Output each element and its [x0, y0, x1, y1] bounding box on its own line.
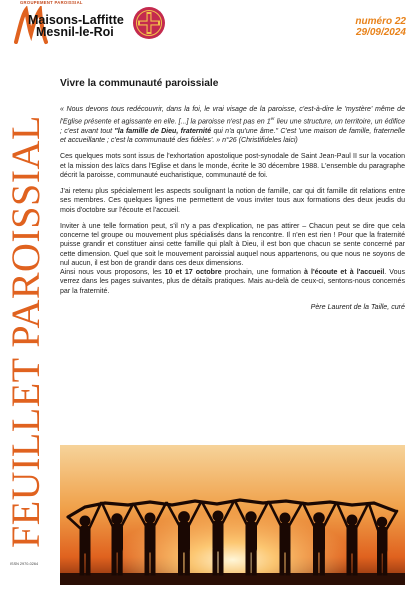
issue-date: 29/09/2024: [355, 27, 406, 38]
issue-number: numéro 22: [355, 16, 406, 27]
parish-names: [28, 14, 124, 38]
article-title: Vivre la communauté paroissiale: [60, 78, 219, 89]
quote-part-a: « Nous devons tous redécouvrir, dans la foi, le vrai visage de la paroisse, c'est-à-dire le 'mystère' même de l'Eglise présente et agissante en elle. [...] la paroisse n'est pas en 1: [60, 106, 405, 126]
quote-bold: "la famille de Dieu, fraternité: [114, 127, 212, 135]
p5-part-a: Ainsi nous vous proposons, les: [60, 269, 165, 277]
issn-number: ISSN 2970-0264: [10, 562, 39, 566]
quote-reference: (Christifideles laici): [238, 137, 298, 145]
paragraph-2: Ces quelques mots sont issus de l'exhortation apostolique post-synodale de Saint Jean-Paul II sur la vocation et la mission des laïcs dans l'Eglise et dans le monde, écrite le 30 décembre 1988. L'ensemble du paragraphe décrit la paroisse, communauté eucharistique, communauté de foi.: [60, 153, 405, 179]
quote-superscript: er: [270, 116, 275, 122]
vertical-banner-title: FEUILLET PAROISSIAL: [3, 115, 48, 548]
p5-dates: 10 et 17 octobre: [164, 269, 222, 277]
p5-part-c: . Vous verrez dans les pages suivantes, plus de détails pratiques. Mais au-delà de ceux-ci, sentons-nous concernés par la fraternité.: [60, 269, 405, 295]
opening-quote: [60, 105, 405, 145]
quote-part-b: lieu une structure, un territoire, un édifice ; c'est avant tout: [60, 118, 406, 135]
sunset-silhouettes-photo: [60, 445, 405, 585]
p5-topic: à l'écoute et à l'accueil: [304, 269, 385, 277]
quote-part-c: qui n'a qu'une âme." C'est 'une maison de famille, fraternelle et accueillante ; c'est la communauté des fidèles'. » n°26: [60, 127, 405, 145]
article: [60, 72, 405, 311]
issue-info: [355, 16, 406, 38]
parish-name-2: Mesnil-le-Roi: [36, 25, 114, 39]
p5-part-b: prochain, une formation: [221, 269, 305, 277]
paragraph-3: J'ai retenu plus spécialement les aspects soulignant la notion de famille, car qui dit famille dit relations entre ses membres. Ces quelques lignes me permettent de vous inviter tous aux formations des deux jeudis du mois d'octobre sur l'écoute et l'accueil.: [60, 188, 405, 214]
cross-emblem-icon: [132, 6, 166, 40]
group-label: GROUPEMENT PAROISSIAL: [20, 0, 83, 5]
paragraph-4: Inviter à une telle formation peut, s'il n'y a pas d'explication, ne pas attirer – Chacun peut se dire que cela concerne tel groupe ou mouvement plus spécialisés dans la rencontre. Il n'en est rien ! Pour que la fraternité puisse grandir et constituer ainsi cette famille qui plaît à Dieu, il est bon que chacun se sente concerné par cette dimension. Quel que soit le mouvement paroissial auquel nous appartenons, ou que nous ne soyons de nul aucun, il est bon de grandir dans ces deux dimensions.: [60, 222, 405, 267]
signature: Père Laurent de la Taille, curé: [310, 302, 405, 311]
paragraph-5: [60, 268, 405, 296]
parish-name-1: Maisons-Laffitte: [28, 13, 124, 27]
